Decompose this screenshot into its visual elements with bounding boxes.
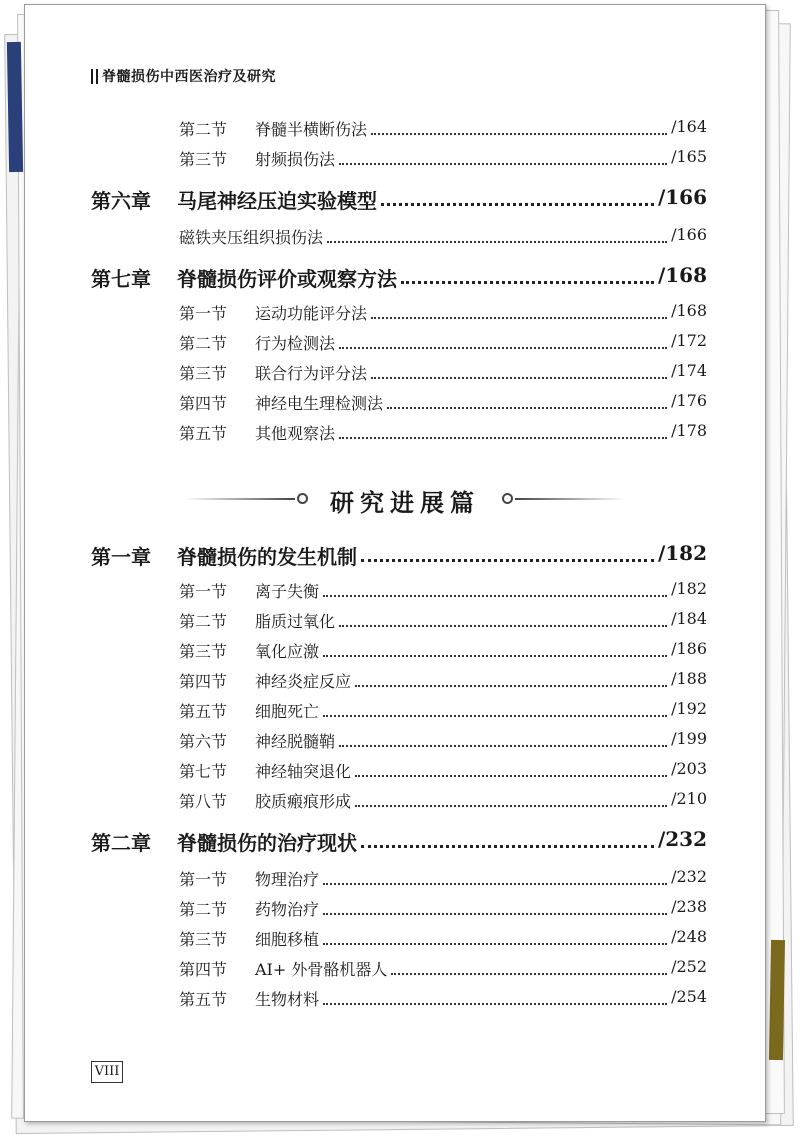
toc-dot-leader — [323, 715, 667, 717]
toc-dot-leader — [401, 281, 654, 284]
divider-dot-right-icon — [502, 493, 513, 504]
toc-section-row[interactable] — [25, 225, 767, 251]
toc-page-number: /166 — [671, 225, 707, 244]
toc-section-row[interactable] — [25, 957, 767, 983]
toc-section-row[interactable] — [25, 609, 767, 635]
toc-dot-leader — [381, 203, 654, 206]
toc-page-number: /178 — [671, 421, 707, 440]
toc-entry-label: 第三节 — [179, 642, 228, 661]
toc-section-row[interactable] — [25, 897, 767, 923]
toc-entry-label: 第二章 — [91, 831, 151, 855]
toc-entry-label: 第二节 — [179, 900, 228, 919]
toc-page-number: /176 — [671, 391, 707, 410]
toc-entry-label: 第六节 — [179, 732, 228, 751]
toc-page-number: /210 — [671, 789, 707, 808]
toc-entry-label: 第五节 — [179, 424, 228, 443]
toc-page-number: /232 — [657, 827, 707, 851]
toc-entry-title: 神经脱髓鞘 — [255, 732, 336, 751]
toc-entry-label: 第二节 — [179, 334, 228, 353]
toc-chapter-row[interactable] — [25, 263, 767, 293]
divider-line-right — [515, 498, 625, 500]
toc-page-number: /168 — [657, 263, 707, 287]
toc-dot-leader — [323, 655, 667, 657]
toc-entry-title: 磁铁夹压组织损伤法 — [179, 228, 324, 247]
toc-entry-label: 第七章 — [91, 267, 151, 291]
toc-entry-title: 离子失衡 — [255, 582, 320, 601]
toc-entry-label: 第一章 — [91, 545, 151, 569]
toc-page-number: /232 — [671, 867, 707, 886]
toc-entry-label: 第一节 — [179, 582, 228, 601]
toc-entry-label: 第六章 — [91, 189, 151, 213]
toc-entry-title: 脂质过氧化 — [255, 612, 336, 631]
toc-page-number: /182 — [671, 579, 707, 598]
toc-dot-leader — [339, 163, 667, 165]
toc-chapter-row[interactable] — [25, 185, 767, 215]
toc-dot-leader — [327, 241, 667, 243]
toc-section-row[interactable] — [25, 361, 767, 387]
toc-dot-leader — [355, 805, 667, 807]
toc-section-row[interactable] — [25, 331, 767, 357]
divider-title: 研究进展篇 — [330, 488, 480, 517]
toc-entry-label: 第八节 — [179, 792, 228, 811]
toc-dot-leader — [371, 317, 667, 319]
toc-entry-title: 联合行为评分法 — [255, 364, 368, 383]
toc-page-number: /174 — [671, 361, 707, 380]
toc-dot-leader — [387, 407, 667, 409]
toc-section-row[interactable] — [25, 789, 767, 815]
toc-dot-leader — [355, 775, 667, 777]
toc-page-number: /203 — [671, 759, 707, 778]
toc-entry-title: 细胞死亡 — [255, 702, 320, 721]
toc-chapter-row[interactable] — [25, 827, 767, 857]
toc-dot-leader — [391, 973, 667, 975]
toc-section-row[interactable] — [25, 987, 767, 1013]
toc-dot-leader — [339, 745, 667, 747]
section-divider — [185, 483, 625, 519]
toc-page-number: /188 — [671, 669, 707, 688]
toc-entry-label: 第三节 — [179, 364, 228, 383]
toc-dot-leader — [355, 685, 667, 687]
toc-entry-title: 运动功能评分法 — [255, 304, 368, 323]
toc-section-row[interactable] — [25, 729, 767, 755]
toc-entry-title: 神经轴突退化 — [255, 762, 352, 781]
page-folio: VIII — [91, 1061, 123, 1083]
cover-edge-blue — [7, 42, 23, 172]
toc-entry-title: 胶质瘢痕形成 — [255, 792, 352, 811]
toc-entry-title: 脊髓损伤评价或观察方法 — [177, 267, 397, 291]
toc-page — [24, 4, 766, 1122]
toc-entry-title: 细胞移植 — [255, 930, 320, 949]
header-title: 脊髓损伤中西医治疗及研究 — [102, 69, 276, 85]
toc-section-row[interactable] — [25, 867, 767, 893]
toc-dot-leader — [323, 1003, 667, 1005]
toc-dot-leader — [339, 625, 667, 627]
toc-entry-title: 生物材料 — [255, 990, 320, 1009]
toc-page-number: /172 — [671, 331, 707, 350]
toc-entry-title: 其他观察法 — [255, 424, 336, 443]
toc-entry-label: 第三节 — [179, 150, 228, 169]
toc-page-number: /199 — [671, 729, 707, 748]
toc-entry-title: 物理治疗 — [255, 870, 320, 889]
toc-entry-label: 第四节 — [179, 672, 228, 691]
toc-page-number: /254 — [671, 987, 707, 1006]
toc-entry-title: 药物治疗 — [255, 900, 320, 919]
header-bar-icon — [91, 69, 98, 84]
toc-dot-leader — [371, 133, 667, 135]
cover-edge-gold — [769, 940, 785, 1060]
toc-entry-title: AI+ 外骨骼机器人 — [255, 960, 388, 979]
toc-section-row[interactable] — [25, 301, 767, 327]
toc-section-row[interactable] — [25, 927, 767, 953]
toc-dot-leader — [339, 437, 667, 439]
toc-page-number: /186 — [671, 639, 707, 658]
toc-entry-label: 第三节 — [179, 930, 228, 949]
toc-section-row[interactable] — [25, 579, 767, 605]
toc-entry-label: 第七节 — [179, 762, 228, 781]
toc-page-number: /164 — [671, 117, 707, 136]
toc-entry-label: 第一节 — [179, 870, 228, 889]
toc-page-number: /184 — [671, 609, 707, 628]
toc-entry-title: 脊髓损伤的发生机制 — [177, 545, 357, 569]
toc-page-number: /166 — [657, 185, 707, 209]
toc-entry-label: 第五节 — [179, 990, 228, 1009]
toc-dot-leader — [323, 943, 667, 945]
toc-entry-title: 神经炎症反应 — [255, 672, 352, 691]
toc-entry-label: 第二节 — [179, 612, 228, 631]
toc-section-row[interactable] — [25, 391, 767, 417]
toc-dot-leader — [323, 913, 667, 915]
toc-page-number: /238 — [671, 897, 707, 916]
toc-entry-title: 氧化应激 — [255, 642, 320, 661]
toc-page-number: /248 — [671, 927, 707, 946]
toc-entry-title: 脊髓半横断伤法 — [255, 120, 368, 139]
running-header — [91, 66, 276, 86]
toc-dot-leader — [371, 377, 667, 379]
toc-entry-title: 行为检测法 — [255, 334, 336, 353]
toc-section-row[interactable] — [25, 147, 767, 173]
toc-page-number: /168 — [671, 301, 707, 320]
toc-dot-leader — [323, 595, 667, 597]
toc-entry-label: 第五节 — [179, 702, 228, 721]
toc-entry-label: 第二节 — [179, 120, 228, 139]
toc-section-row[interactable] — [25, 669, 767, 695]
toc-dot-leader — [361, 845, 654, 848]
toc-entry-label: 第一节 — [179, 304, 228, 323]
toc-entry-title: 神经电生理检测法 — [255, 394, 384, 413]
toc-chapter-row[interactable] — [25, 541, 767, 571]
toc-dot-leader — [361, 559, 654, 562]
toc-entry-label: 第四节 — [179, 394, 228, 413]
toc-section-row[interactable] — [25, 639, 767, 665]
toc-page-number: /182 — [657, 541, 707, 565]
toc-dot-leader — [339, 347, 667, 349]
toc-dot-leader — [323, 883, 667, 885]
toc-entry-title: 脊髓损伤的治疗现状 — [177, 831, 357, 855]
toc-page-number: /252 — [671, 957, 707, 976]
toc-page-number: /165 — [671, 147, 707, 166]
toc-entry-title: 射频损伤法 — [255, 150, 336, 169]
toc-entry-title: 马尾神经压迫实验模型 — [177, 189, 377, 213]
toc-section-row[interactable] — [25, 699, 767, 725]
toc-section-row[interactable] — [25, 117, 767, 143]
toc-entry-label: 第四节 — [179, 960, 228, 979]
toc-section-row[interactable] — [25, 421, 767, 447]
toc-section-row[interactable] — [25, 759, 767, 785]
toc-page-number: /192 — [671, 699, 707, 718]
